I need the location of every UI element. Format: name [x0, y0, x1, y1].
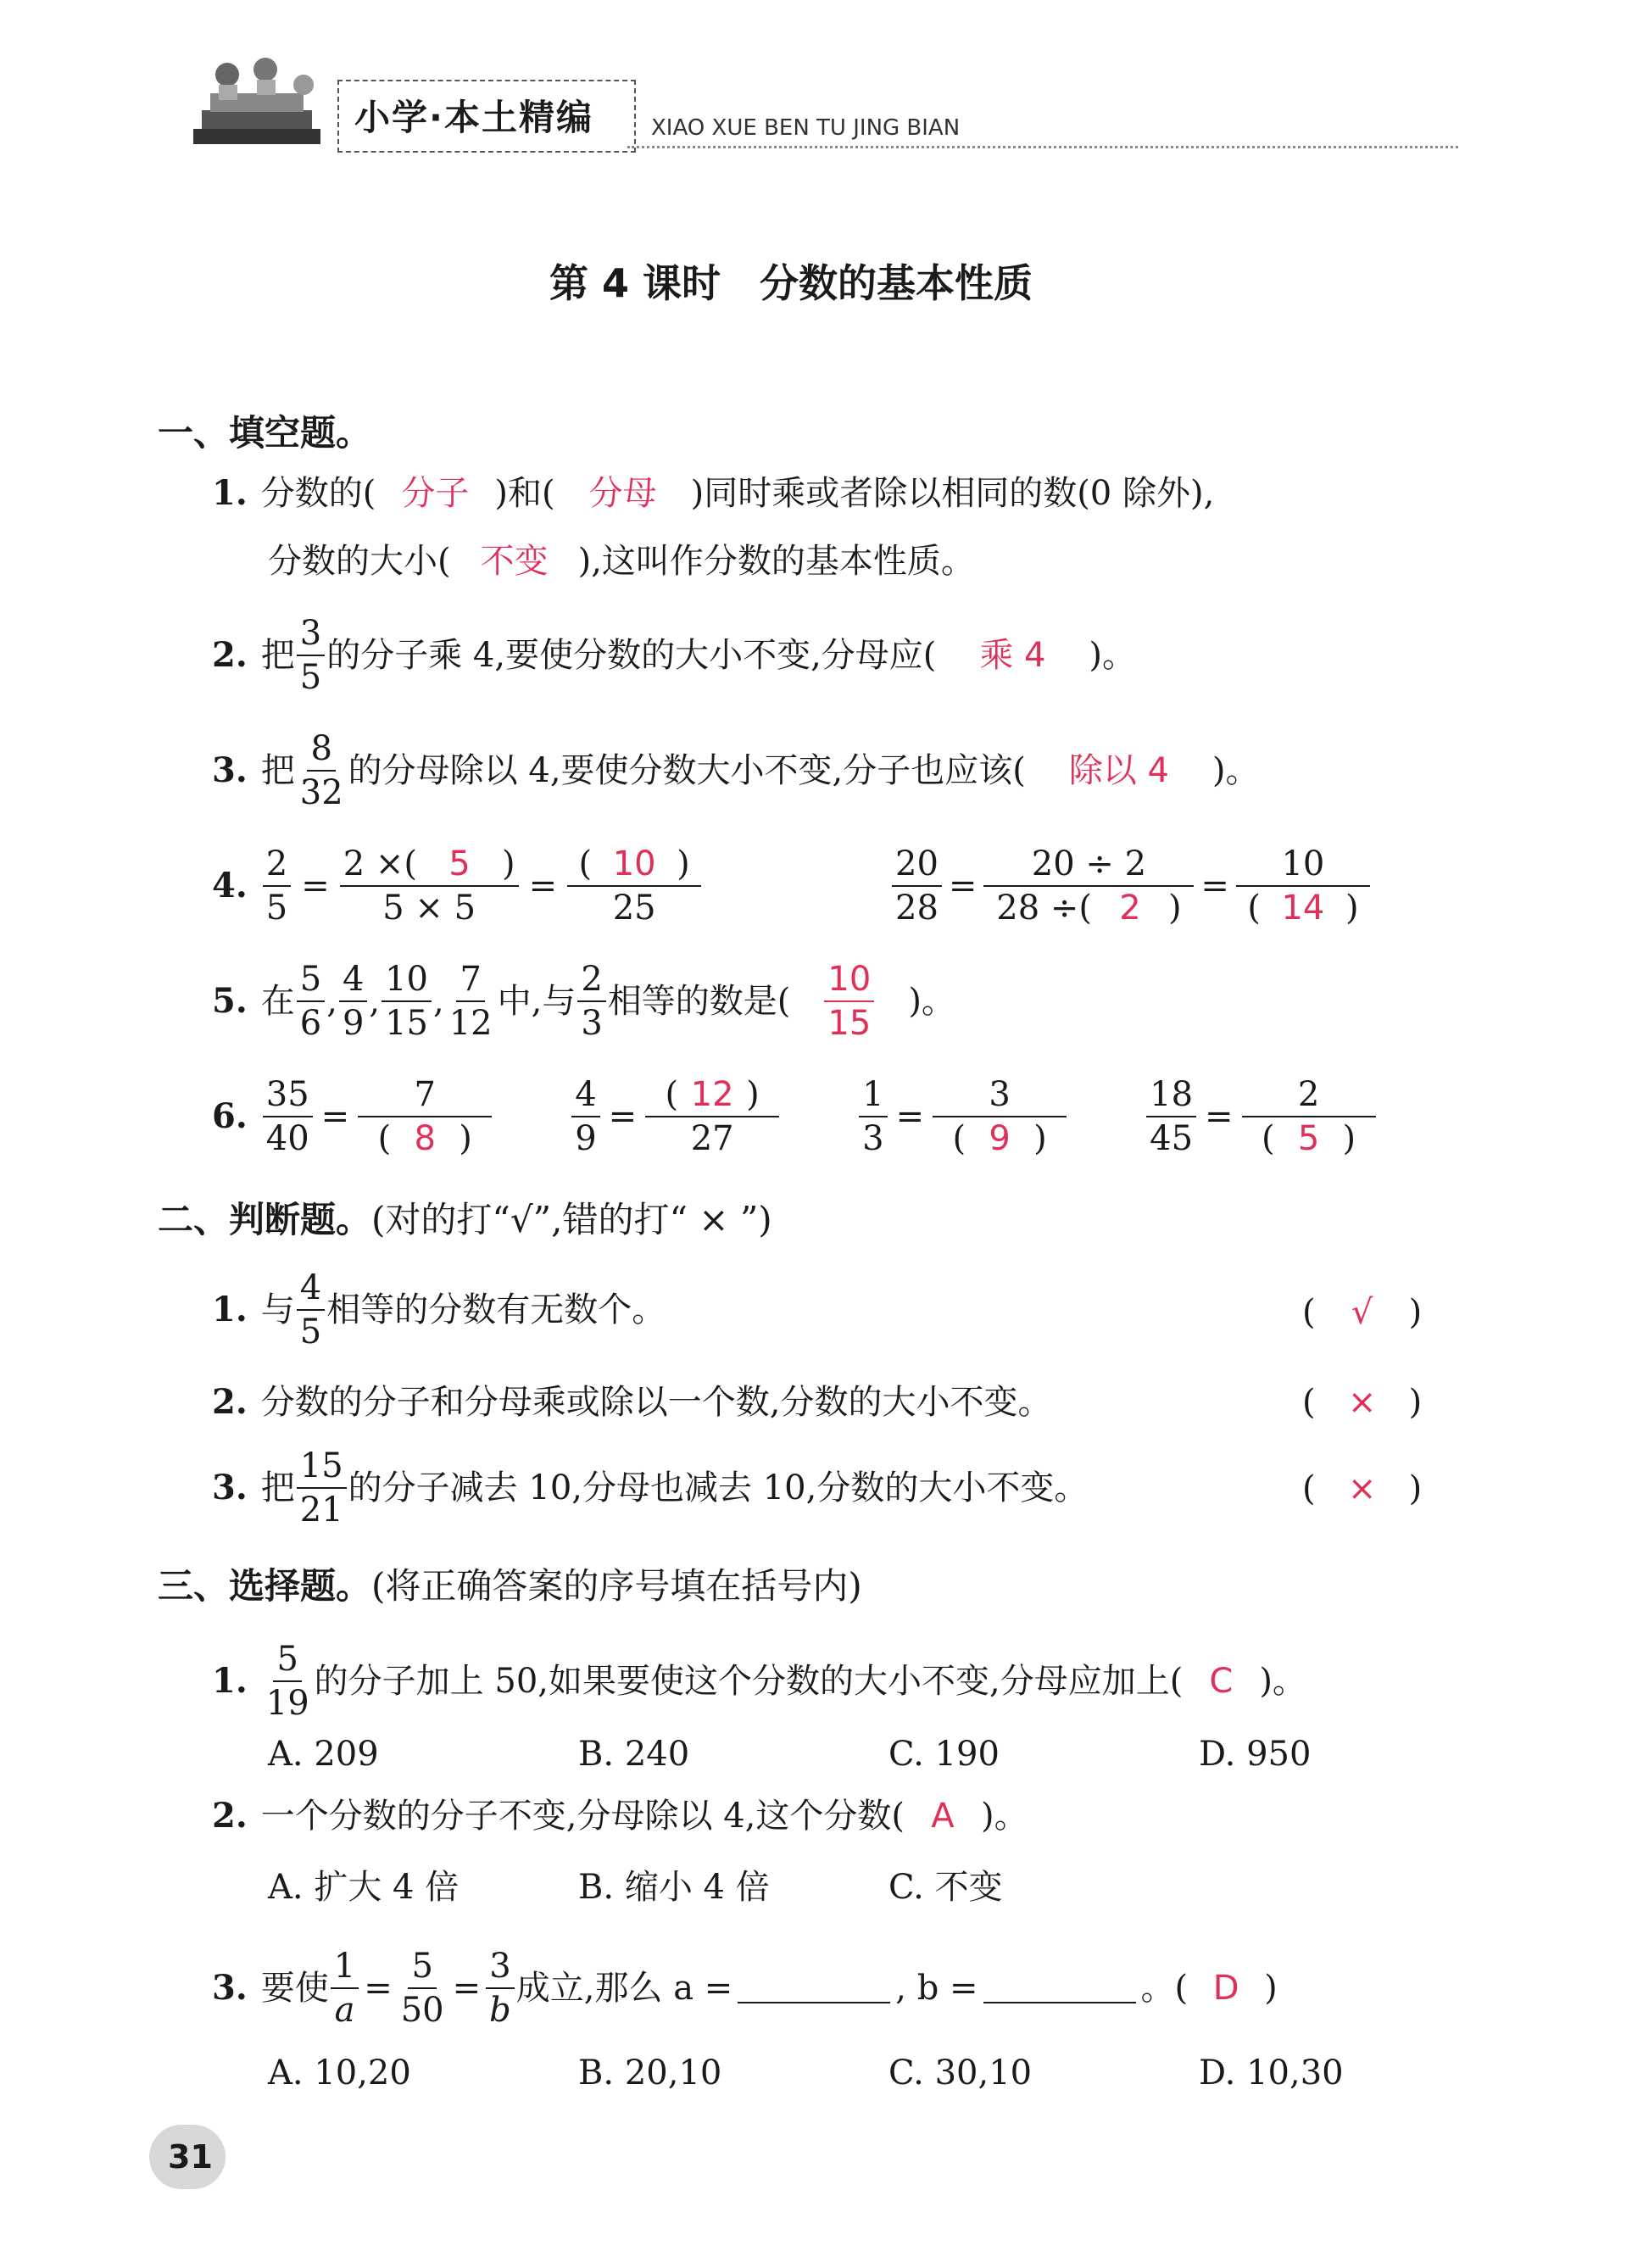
question-number: 1. — [212, 473, 248, 513]
s1-q5: 5. 在 $\frac{5}{6}$ , $\frac{4}{9}$ , $\frac{10}{15}$ , $\frac{7}{12}$ 中,与 $\frac{2}{3}$ 相等的数是( $\frac{10}{15}$ )。 — [212, 960, 955, 1043]
s1-q4-right — [890, 839, 1372, 933]
fraction: $\frac{( 10 )}{25}$ — [567, 843, 701, 929]
section3-title: 三、选择题。(将正确答案的序号填在括号内) — [158, 1565, 862, 1607]
choice-answer[interactable]: A — [931, 1797, 955, 1836]
question-number: 3. — [212, 750, 248, 790]
fraction: $\frac{20}{28}$ — [892, 843, 942, 929]
text: )。 — [980, 1797, 1028, 1836]
text: ) — [1264, 1969, 1278, 2008]
question-number: 1. — [212, 1290, 248, 1329]
text: 要使 — [260, 1969, 329, 2008]
answer-blank[interactable]: 14 — [1281, 889, 1325, 928]
s2-q2 — [212, 1380, 1051, 1424]
answer-blank[interactable]: 12 — [690, 1075, 734, 1114]
fraction: $\frac{5}{6}$ — [297, 958, 325, 1045]
text: )。 — [1259, 1662, 1306, 1701]
answer-blank[interactable]: 除以 4 — [1068, 751, 1169, 790]
section1-title: 一、填空题。 — [158, 412, 372, 454]
equals-sign: = — [1200, 867, 1229, 906]
text: 在 — [260, 982, 295, 1021]
answer-blank[interactable]: 10 — [612, 844, 656, 883]
option-c: C. 30,10 — [888, 2053, 1033, 2092]
text: 分数的大小( — [268, 542, 451, 581]
fraction: $\frac{20 \div 2}{28 \div( 2 )}$ — [983, 843, 1194, 929]
text: )。 — [908, 982, 955, 1021]
blank-a[interactable] — [738, 1973, 890, 2003]
text: )同时乘或者除以相同的数(0 除外), — [690, 474, 1215, 513]
text: )。 — [1089, 636, 1137, 675]
text: 相等的数是( — [607, 982, 791, 1021]
s2-q3-answer: ( × ) — [1302, 1467, 1422, 1511]
text: 中,与 — [497, 982, 576, 1021]
s1-q6: 6. $\frac{35}{40}$ = $\frac{7}{( 8 )}$ $\frac{4}{9}$ = $\frac{( 12 )}{27}$ $\frac{1}{3}$ = $\frac{3}{( 9 )}$ $\frac{18}{45}$ = $\frac{2}{( 5 )}$ — [212, 1070, 1378, 1163]
answer-blank[interactable]: 不变 — [480, 542, 549, 581]
s2-q3 — [212, 1441, 1088, 1535]
text: 成立,那么 a = — [515, 1969, 733, 2008]
question-number: 6. — [212, 1096, 248, 1136]
option-c: C. 190 — [888, 1735, 1000, 1774]
lesson-title: 第 4 课时 分数的基本性质 — [549, 260, 1033, 306]
header-rule — [627, 146, 1458, 148]
text: , b = — [895, 1969, 978, 2008]
text: 分数的( — [260, 474, 376, 513]
option-a: A. 209 — [268, 1735, 379, 1774]
answer-blank[interactable]: 2 — [1119, 889, 1141, 928]
text: 的分子减去 10,分母也减去 10,分数的大小不变。 — [348, 1468, 1089, 1507]
question-number: 3. — [212, 1468, 248, 1507]
option-b: B. 240 — [578, 1735, 690, 1774]
book-pinyin: XIAO XUE BEN TU JING BIAN — [651, 115, 961, 141]
text: 把 — [260, 1468, 295, 1507]
text: 把 — [260, 751, 295, 790]
section3-note: (将正确答案的序号填在括号内) — [371, 1565, 862, 1607]
equals-sign: = — [948, 867, 978, 906]
fraction: $\frac{10}{15}$ — [382, 958, 432, 1045]
answer-blank[interactable]: 5 — [448, 844, 471, 883]
question-number: 2. — [212, 1382, 248, 1422]
question-number: 2. — [212, 635, 248, 675]
text: 的分母除以 4,要使分数大小不变,分子也应该( — [348, 751, 1026, 790]
answer-blank[interactable]: 分子 — [401, 474, 470, 513]
judge-answer[interactable]: × — [1347, 1383, 1377, 1422]
fraction: $\frac{10}{( 14 )}$ — [1236, 843, 1370, 929]
s3-q2 — [212, 1794, 1028, 1838]
book-title: 小学·本土精编 — [354, 97, 593, 138]
text: 一个分数的分子不变,分母除以 4,这个分数( — [260, 1797, 905, 1836]
answer-blank[interactable]: 乘 4 — [979, 636, 1046, 675]
text: 分数的分子和分母乘或除以一个数,分数的大小不变。 — [260, 1383, 1052, 1422]
fraction: $\frac{3}{( 9 )}$ — [933, 1073, 1067, 1160]
s1-q1-line1 — [212, 471, 1214, 515]
option-d: D. 950 — [1199, 1735, 1312, 1774]
fraction: $\frac{2 \times( 5 )}{5 \times 5}$ — [340, 843, 519, 929]
answer-fraction[interactable]: $\frac{10}{15}$ — [824, 958, 874, 1045]
s1-q3 — [212, 724, 1259, 817]
fraction: $\frac{7}{( 8 )}$ — [358, 1073, 492, 1160]
text: )。 — [1211, 751, 1260, 790]
s1-q2 — [212, 609, 1136, 702]
answer-blank[interactable]: 9 — [989, 1119, 1011, 1158]
option-c: C. 不变 — [888, 1868, 1003, 1907]
judge-answer[interactable]: × — [1347, 1469, 1377, 1508]
question-number: 1. — [212, 1661, 248, 1701]
s3-q1 — [212, 1635, 1306, 1728]
s2-q1 — [212, 1263, 666, 1357]
fraction: $\frac{15}{21}$ — [297, 1445, 347, 1531]
question-number: 2. — [212, 1796, 248, 1836]
answer-blank[interactable]: 分母 — [588, 474, 657, 513]
s2-q1-answer: ( √ ) — [1302, 1290, 1422, 1335]
text: 把 — [260, 636, 295, 675]
fraction: $\frac{5}{50}$ — [400, 1947, 444, 2030]
fraction: $\frac{1}{a}$ — [331, 1945, 359, 2031]
option-b: B. 20,10 — [578, 2053, 722, 2092]
fraction: $\frac{3}{5}$ — [297, 612, 325, 699]
text: 。( — [1140, 1969, 1189, 2008]
fraction: $\frac{4}{9}$ — [571, 1073, 599, 1160]
fraction: $\frac{2}{5}$ — [263, 843, 291, 929]
fraction: $\frac{18}{45}$ — [1146, 1073, 1196, 1160]
answer-blank[interactable]: 8 — [414, 1119, 436, 1158]
choice-answer[interactable]: C — [1209, 1662, 1234, 1701]
choice-answer[interactable]: D — [1212, 1969, 1239, 2008]
fraction: $\frac{( 12 )}{27}$ — [645, 1073, 779, 1160]
text: 相等的分数有无数个。 — [326, 1290, 666, 1329]
question-number: 5. — [212, 981, 248, 1021]
equals-sign: = — [528, 867, 558, 906]
equals-sign: = — [301, 867, 330, 906]
fraction: $\frac{4}{9}$ — [339, 958, 367, 1045]
fraction: $\frac{2}{( 5 )}$ — [1242, 1073, 1376, 1160]
question-number: 4. — [212, 866, 248, 906]
judge-answer[interactable]: √ — [1351, 1293, 1373, 1332]
fraction: $\frac{7}{12}$ — [448, 960, 493, 1043]
s1-q4-left — [212, 839, 703, 933]
blank-b[interactable] — [983, 1973, 1136, 2003]
question-number: 3. — [212, 1968, 248, 2008]
answer-blank[interactable]: 5 — [1297, 1119, 1320, 1158]
fraction: $\frac{2}{3}$ — [577, 958, 605, 1045]
s1-q1-line2 — [268, 539, 975, 583]
text: ),这叫作分数的基本性质。 — [577, 542, 975, 581]
header-illustration — [185, 51, 329, 153]
text: 的分子乘 4,要使分数的大小不变,分母应( — [326, 636, 937, 675]
s3-q3: 3. 要使 $\frac{1}{a}$ = $\frac{5}{50}$ = $\frac{3}{b}$ 成立,那么 a = , b = 。( D ) — [212, 1947, 1278, 2030]
page-number: 31 — [168, 2138, 213, 2176]
option-b: B. 缩小 4 倍 — [578, 1868, 770, 1907]
section2-title: 二、判断题。(对的打“√”,错的打“ × ”) — [158, 1199, 772, 1240]
option-d: D. 10,30 — [1199, 2053, 1344, 2092]
fraction: $\frac{5}{19}$ — [265, 1640, 309, 1723]
section2-note: (对的打“√”,错的打“ × ”) — [371, 1199, 772, 1240]
fraction: $\frac{35}{40}$ — [263, 1073, 313, 1160]
fraction: $\frac{4}{5}$ — [297, 1267, 325, 1353]
text: )和( — [494, 474, 555, 513]
fraction: $\frac{8}{32}$ — [299, 729, 343, 812]
fraction: $\frac{3}{b}$ — [486, 1945, 515, 2031]
fraction: $\frac{1}{3}$ — [859, 1073, 887, 1160]
option-a: A. 10,20 — [268, 2053, 411, 2092]
s2-q2-answer: ( × ) — [1302, 1380, 1422, 1424]
text: 与 — [260, 1290, 295, 1329]
text: 的分子加上 50,如果要使这个分数的大小不变,分母应加上( — [314, 1662, 1184, 1701]
option-a: A. 扩大 4 倍 — [268, 1868, 460, 1907]
